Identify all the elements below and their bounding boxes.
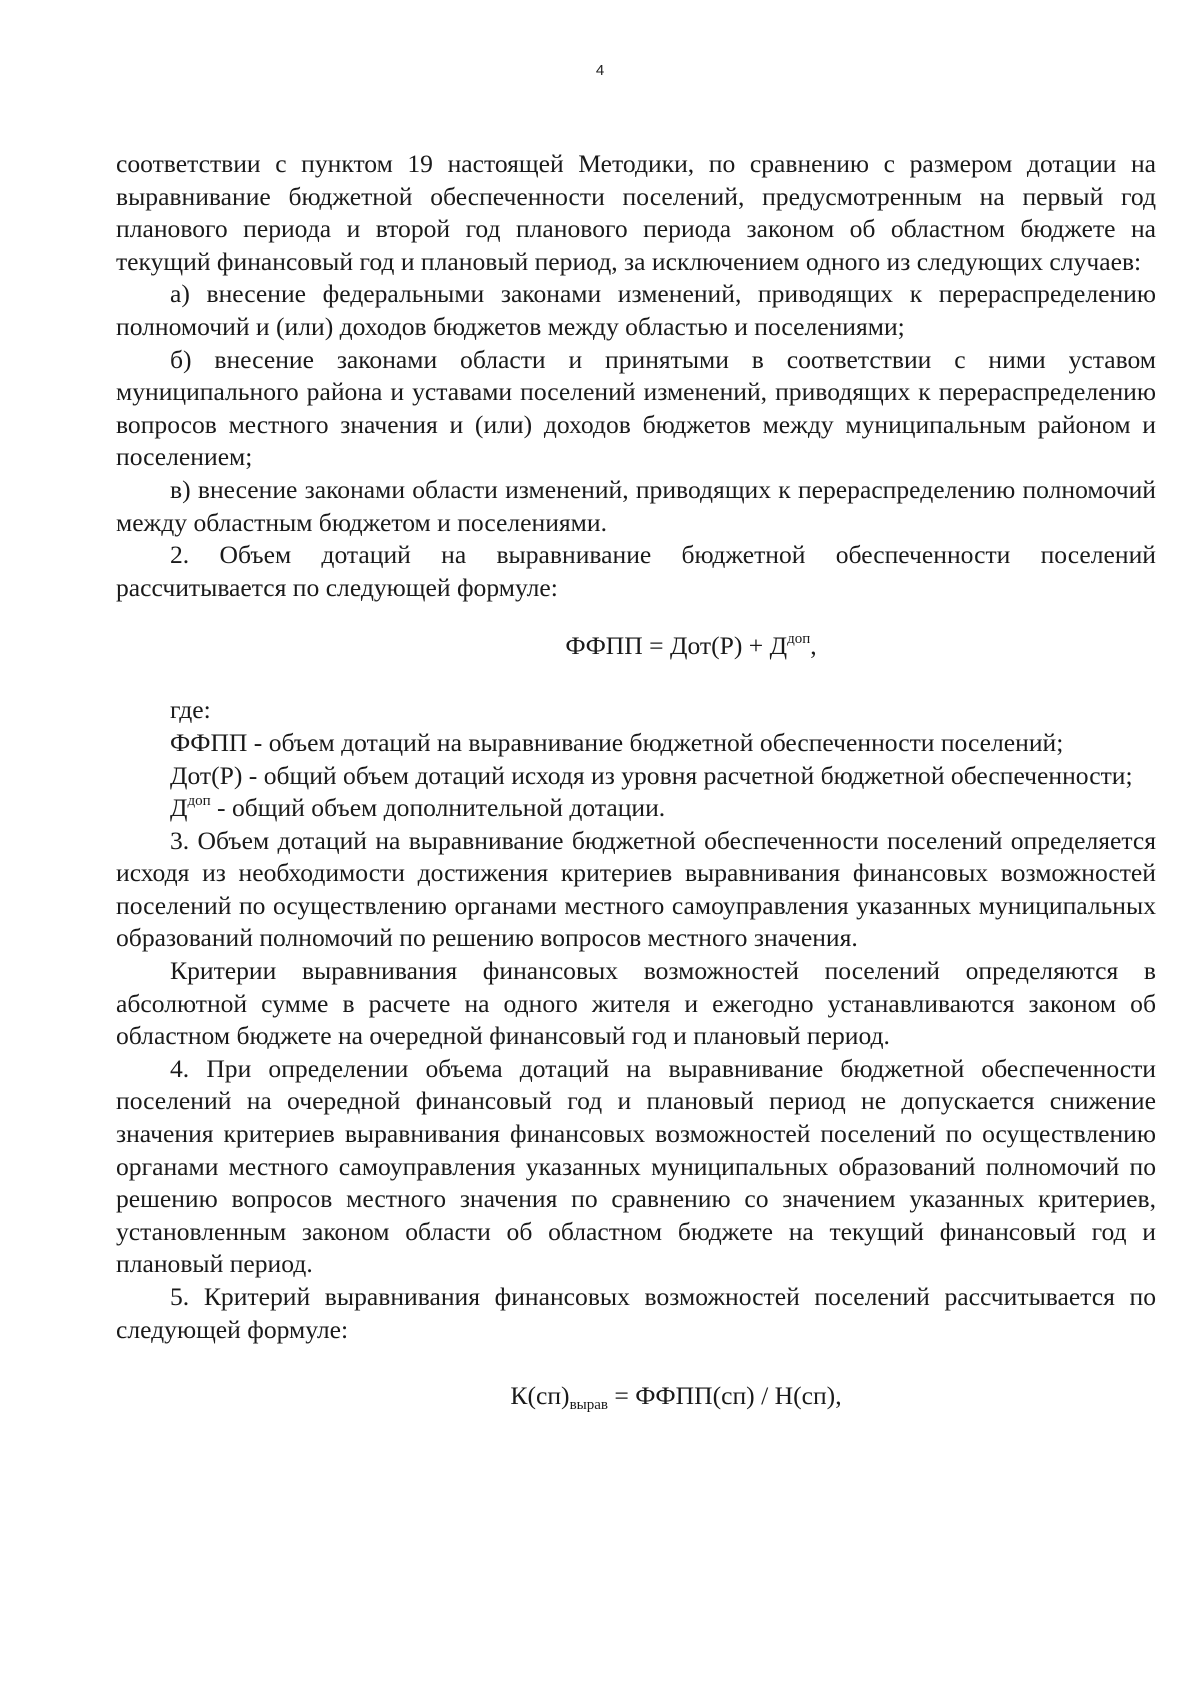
page-number: 4	[595, 62, 605, 79]
paragraph-item-5: 5. Критерий выравнивания финансовых возможностей поселений рассчитывается по следующей формуле:	[116, 1282, 1156, 1344]
paragraph-case-b: б) внесение законами области и принятыми в соответствии с ними уставом муниципального района и уставами поселений изменений, приводящих к перераспределению вопросов местного значения и (или) доходов бюджетов между муниципальным районом и поселением;	[116, 344, 1156, 472]
document-body	[116, 148, 1156, 1416]
definition-ddop-text: - общий объем дополнительной дотации.	[210, 793, 666, 823]
definition-ffpp: ФФПП - объем дотаций на выравнивание бюджетной обеспеченности поселений;	[170, 727, 1064, 757]
paragraph-item-4: 4. При определении объема дотаций на выравнивание бюджетной обеспеченности поселений на очередной финансовый год и плановый период не допускается снижение значения критериев выравнивания финансовых возможностей поселений по осуществлению органами местного самоуправления указанных муниципальных образований полномочий по решению вопросов местного значения по сравнению со значением указанных критериев, установленным законом области об областном бюджете на текущий финансовый год и плановый период.	[116, 1053, 1156, 1279]
formula-criterion-subscript: вырав	[569, 1397, 608, 1414]
formula-criterion-left: К(сп)	[510, 1381, 570, 1411]
paragraph-criteria: Критерии выравнивания финансовых возможностей поселений определяются в абсолютной сумме в расчете на одного жителя и ежегодно устанавливаются законом об областном бюджете на очередной финансовый год и плановый период.	[116, 956, 1156, 1051]
definition-ddop	[116, 792, 1156, 825]
formula-criterion-right: = ФФПП(сп) / Н(сп),	[607, 1381, 842, 1411]
formula-criterion	[116, 1376, 1156, 1416]
paragraph-case-a: а) внесение федеральными законами изменений, приводящих к перераспределению полномочий и (или) доходов бюджетов между областью и поселениями;	[116, 279, 1156, 341]
formula-ffpp	[116, 626, 1156, 666]
paragraph-item-2: 2. Объем дотаций на выравнивание бюджетной обеспеченности поселений рассчитывается по следующей формуле:	[116, 540, 1156, 602]
definition-ddop-superscript: доп	[187, 793, 211, 810]
paragraph-case-v: в) внесение законами области изменений, приводящих к перераспределению полномочий между областным бюджетом и поселениями.	[116, 474, 1156, 537]
formula-ffpp-tail: ,	[810, 631, 817, 661]
definition-ddop-symbol: Д	[170, 793, 188, 823]
paragraph-continuation: соответствии с пунктом 19 настоящей Методики, по сравнению с размером дотации на выравнивание бюджетной обеспеченности поселений, предусмотренным на первый год планового периода и второй год планового периода законом об областном бюджете на текущий финансовый год и плановый период, за исключением одного из следующих случаев:	[116, 149, 1156, 276]
formula-ffpp-main: ФФПП = Дот(Р) + Д	[565, 631, 788, 661]
paragraph-item-3: 3. Объем дотаций на выравнивание бюджетной обеспеченности поселений определяется исходя из необходимости достижения критериев выравнивания финансовых возможностей поселений по осуществлению органами местного самоуправления указанных муниципальных образований полномочий по решению вопросов местного значения.	[116, 825, 1156, 953]
formula-ffpp-superscript: доп	[787, 631, 811, 648]
definition-dot: Дот(Р) - общий объем дотаций исходя из уровня расчетной бюджетной обеспеченности;	[170, 760, 1133, 790]
where-label: где:	[170, 695, 211, 725]
